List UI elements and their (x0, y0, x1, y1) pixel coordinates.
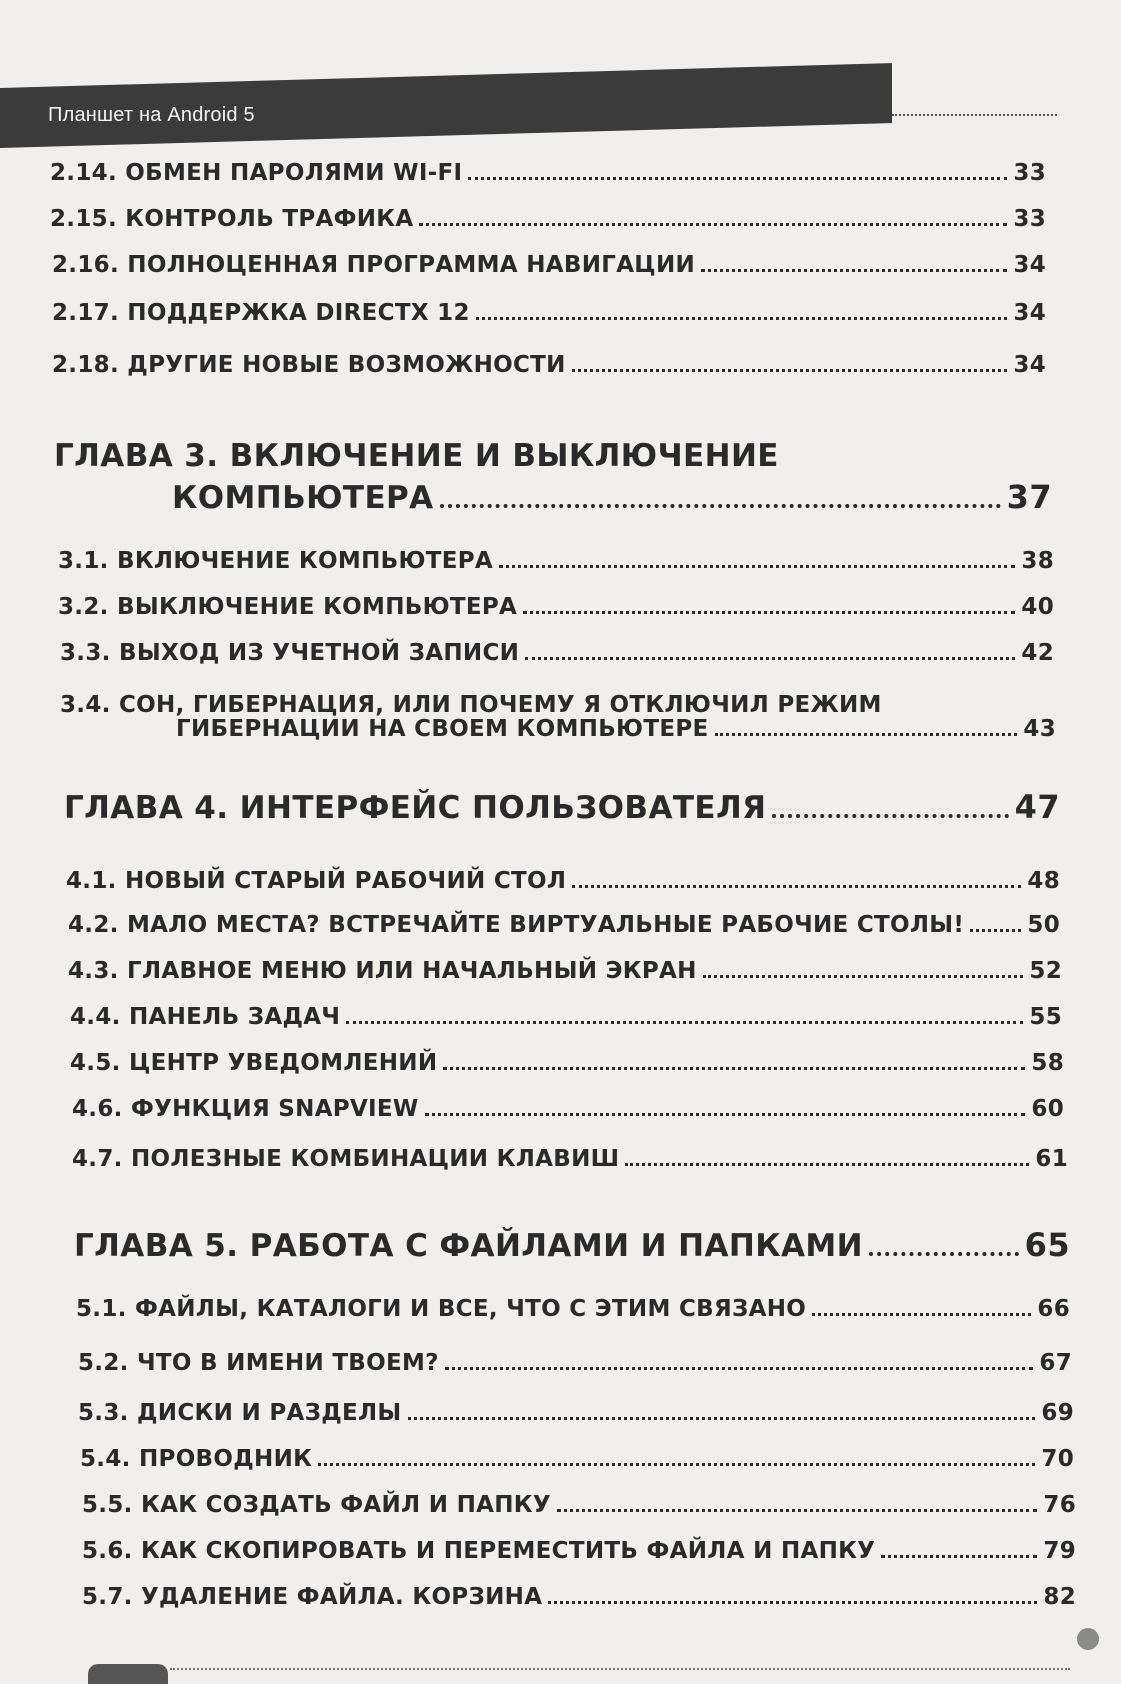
toc-entry-page: 43 (1023, 716, 1056, 742)
toc-entry (82, 1492, 1076, 1518)
toc-entry-page: 34 (1013, 252, 1046, 278)
toc-entry-label: 5.2. ЧТО В ИМЕНИ ТВОЕМ? (78, 1350, 439, 1376)
toc-entry-page: 42 (1021, 640, 1054, 666)
dot-leader (970, 929, 1021, 932)
toc-entry-label: 4.2. МАЛО МЕСТА? ВСТРЕЧАЙТЕ ВИРТУАЛЬНЫЕ РАБОЧИЕ СТОЛЫ! (68, 912, 965, 938)
dot-leader (881, 1555, 1037, 1558)
chapter-page: 47 (1014, 788, 1060, 826)
toc-entry (68, 958, 1062, 984)
page-corner-marker (1077, 1628, 1099, 1650)
toc-entry (70, 1004, 1062, 1030)
toc-entry-page: 79 (1043, 1538, 1076, 1564)
toc-entry-label: 4.7. ПОЛЕЗНЫЕ КОМБИНАЦИИ КЛАВИШ (72, 1146, 620, 1172)
dot-leader (869, 1252, 1019, 1256)
toc-entry-page: 33 (1013, 206, 1046, 232)
dot-leader (476, 317, 1008, 320)
dot-leader (572, 885, 1021, 888)
toc-entry-page: 76 (1043, 1492, 1076, 1518)
toc-entry (58, 594, 1054, 620)
toc-entry-page: 69 (1041, 1400, 1074, 1426)
dot-leader (419, 223, 1007, 226)
toc-entry-page: 33 (1013, 160, 1046, 186)
toc-entry (60, 640, 1054, 666)
dot-leader (812, 1313, 1031, 1316)
dot-leader (523, 611, 1015, 614)
toc-entry (76, 1296, 1070, 1322)
toc-entry-label: 3.1. ВКЛЮЧЕНИЕ КОМПЬЮТЕРА (58, 548, 494, 574)
toc-entry-page: 60 (1031, 1096, 1064, 1122)
toc-entry-page: 67 (1039, 1350, 1072, 1376)
toc-entry-page: 82 (1043, 1584, 1076, 1610)
toc-entry-label: 5.1. ФАЙЛЫ, КАТАЛОГИ И ВСЕ, ЧТО С ЭТИМ СВЯЗАНО (76, 1296, 807, 1322)
toc-entry-label: 2.15. КОНТРОЛЬ ТРАФИКА (50, 206, 414, 232)
toc-entry-label: 5.7. УДАЛЕНИЕ ФАЙЛА. КОРЗИНА (82, 1584, 543, 1610)
toc-entry-label: 4.6. ФУНКЦИЯ SNAPVIEW (72, 1096, 419, 1122)
toc-entry (72, 1096, 1064, 1122)
toc-entry (72, 1146, 1068, 1172)
toc-entry-label: 4.4. ПАНЕЛЬ ЗАДАЧ (70, 1004, 341, 1030)
toc-entry-label: 5.4. ПРОВОДНИК (80, 1446, 313, 1472)
dot-leader (701, 269, 1007, 272)
dot-leader (443, 1067, 1025, 1070)
toc-entry-label: 5.3. ДИСКИ И РАЗДЕЛЫ (78, 1400, 402, 1426)
dot-leader (772, 814, 1008, 818)
toc-entry (50, 206, 1046, 232)
chapter-title: ГЛАВА 5. РАБОТА С ФАЙЛАМИ И ПАПКАМИ (74, 1228, 863, 1264)
toc-entry-page: 34 (1013, 352, 1046, 378)
toc-entry-label: 2.17. ПОДДЕРЖКА DIRECTX 12 (52, 300, 470, 326)
running-header-title: Планшет на Android 5 (48, 104, 255, 126)
toc-entry-page: 50 (1027, 912, 1060, 938)
footer-dotted-rule (170, 1668, 1070, 1670)
chapter-page: 65 (1024, 1226, 1070, 1264)
chapter-title: ГЛАВА 4. ИНТЕРФЕЙС ПОЛЬЗОВАТЕЛЯ (64, 790, 767, 826)
toc-entry-page: 34 (1013, 300, 1046, 326)
toc-entry-page: 61 (1035, 1146, 1068, 1172)
chapter-title-line: КОМПЬЮТЕРА (172, 480, 434, 516)
toc-entry-label: 5.6. КАК СКОПИРОВАТЬ И ПЕРЕМЕСТИТЬ ФАЙЛА И ПАПКУ (82, 1538, 876, 1564)
dot-leader (625, 1163, 1029, 1166)
chapter-heading (64, 788, 1060, 826)
toc-entry (52, 300, 1046, 326)
dot-leader (548, 1601, 1037, 1604)
toc-entry (50, 160, 1046, 186)
toc-entry (52, 252, 1046, 278)
toc-entry-label: 2.16. ПОЛНОЦЕННАЯ ПРОГРАММА НАВИГАЦИИ (52, 252, 696, 278)
toc-entry-label: 2.18. ДРУГИЕ НОВЫЕ ВОЗМОЖНОСТИ (52, 352, 566, 378)
toc-entry-page: 48 (1027, 868, 1060, 894)
dot-leader (557, 1509, 1037, 1512)
toc-entry-label: 4.5. ЦЕНТР УВЕДОМЛЕНИЙ (70, 1050, 438, 1076)
chapter-heading (172, 478, 1052, 516)
dot-leader (346, 1021, 1023, 1024)
toc-entry-label: 3.4. СОН, ГИБЕРНАЦИЯ, ИЛИ ПОЧЕМУ Я ОТКЛЮЧИЛ РЕЖИМ (60, 692, 882, 718)
toc-entry-label: 5.5. КАК СОЗДАТЬ ФАЙЛ И ПАПКУ (82, 1492, 551, 1518)
toc-entry (176, 716, 1056, 742)
toc-entry-page: 70 (1041, 1446, 1074, 1472)
toc-entry (82, 1538, 1076, 1564)
toc-entry-label: 3.3. ВЫХОД ИЗ УЧЕТНОЙ ЗАПИСИ (60, 640, 520, 666)
dot-leader (715, 733, 1018, 736)
chapter-title-line: ГЛАВА 3. ВКЛЮЧЕНИЕ И ВЫКЛЮЧЕНИЕ (54, 438, 779, 474)
toc-entry (80, 1446, 1074, 1472)
chapter-page: 37 (1006, 478, 1052, 516)
dot-leader (440, 504, 1001, 508)
toc-entry-page: 58 (1031, 1050, 1064, 1076)
dot-leader (499, 565, 1015, 568)
toc-entry (68, 912, 1060, 938)
dot-leader (445, 1367, 1034, 1370)
toc-entry-page: 66 (1037, 1296, 1070, 1322)
toc-entry (82, 1584, 1076, 1610)
toc-entry-label: 3.2. ВЫКЛЮЧЕНИЕ КОМПЬЮТЕРА (58, 594, 518, 620)
toc-entry (78, 1350, 1072, 1376)
dot-leader (425, 1113, 1026, 1116)
toc-entry-page: 55 (1029, 1004, 1062, 1030)
dot-leader (468, 177, 1007, 180)
page-number-tab (88, 1664, 168, 1684)
toc-entry-page: 52 (1029, 958, 1062, 984)
toc-entry-page: 40 (1021, 594, 1054, 620)
toc-entry (58, 548, 1054, 574)
dot-leader (703, 975, 1024, 978)
toc-entry-label: ГИБЕРНАЦИИ НА СВОЕМ КОМПЬЮТЕРЕ (176, 716, 709, 742)
toc-entry (66, 868, 1060, 894)
toc-entry-label: 4.3. ГЛАВНОЕ МЕНЮ ИЛИ НАЧАЛЬНЫЙ ЭКРАН (68, 958, 697, 984)
dot-leader (318, 1463, 1035, 1466)
toc-entry-page: 38 (1021, 548, 1054, 574)
dot-leader (408, 1417, 1036, 1420)
toc-entry (52, 352, 1046, 378)
dot-leader (572, 369, 1008, 372)
toc-entry-label: 2.14. ОБМЕН ПАРОЛЯМИ WI-FI (50, 160, 463, 186)
chapter-heading (74, 1226, 1070, 1264)
dot-leader (525, 657, 1015, 660)
toc-entry (78, 1400, 1074, 1426)
toc-entry (70, 1050, 1064, 1076)
toc-entry-label: 4.1. НОВЫЙ СТАРЫЙ РАБОЧИЙ СТОЛ (66, 868, 567, 894)
header-dotted-rule (892, 114, 1057, 116)
